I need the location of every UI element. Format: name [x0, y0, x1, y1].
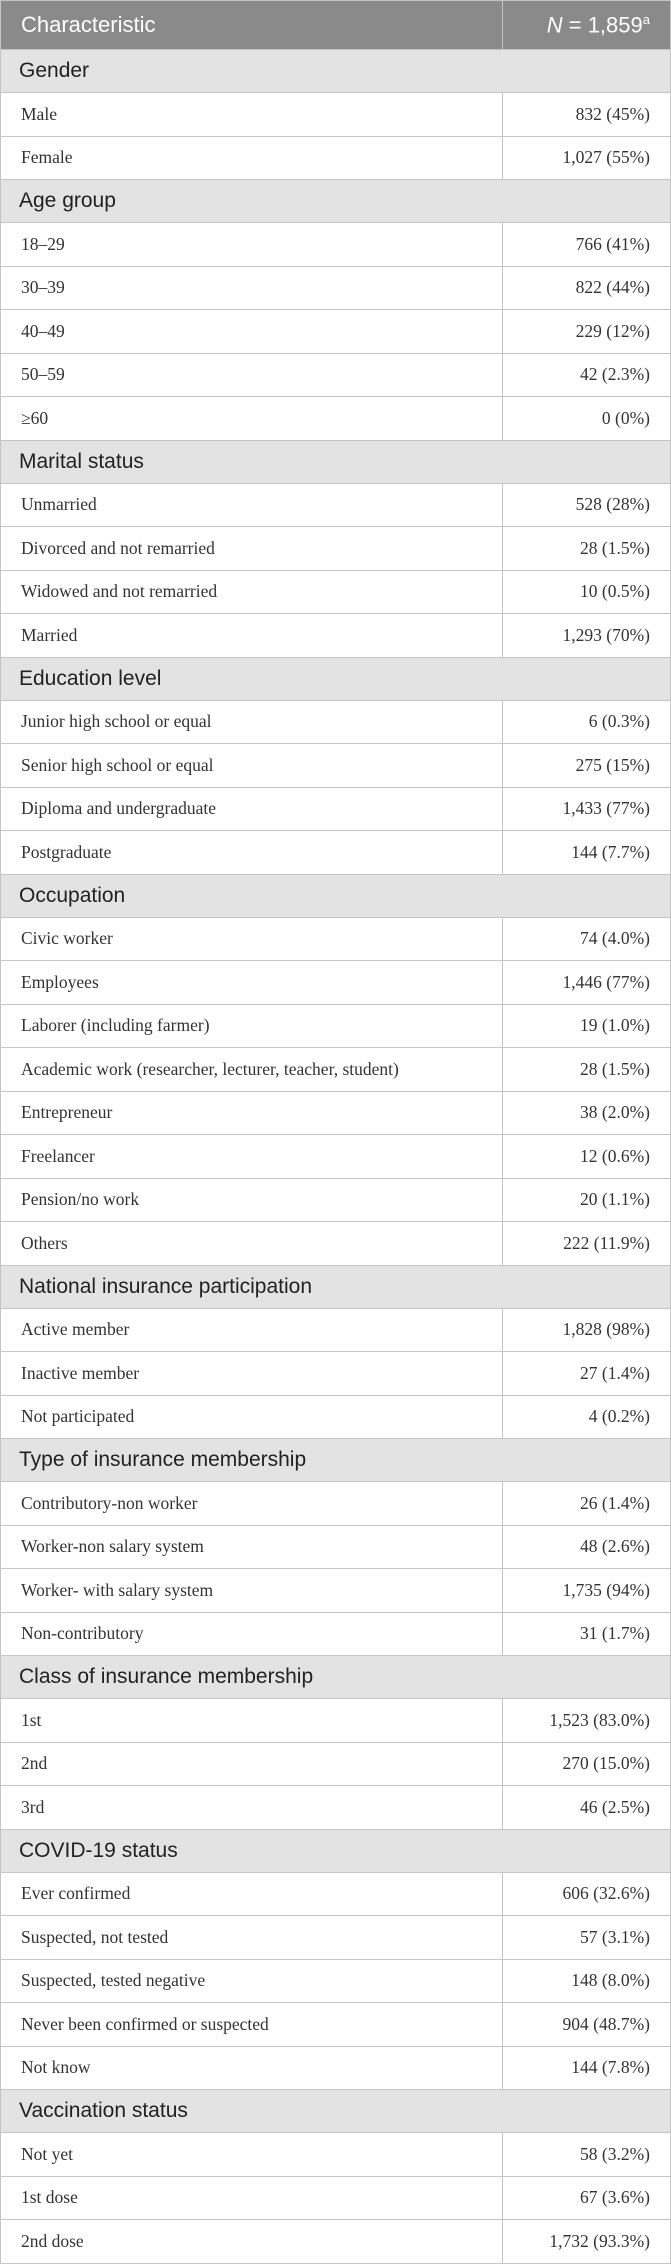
table-row [1, 1699, 671, 1743]
table-row [1, 1308, 671, 1352]
table-row [1, 961, 671, 1005]
table-row [1, 266, 671, 310]
row-value: 74 (4.0%) [503, 917, 671, 961]
row-label: Pension/no work [1, 1178, 503, 1222]
row-label: 40–49 [1, 310, 503, 354]
header-row [1, 1, 671, 50]
row-value: 1,446 (77%) [503, 961, 671, 1005]
section-header-row [1, 657, 671, 700]
row-label: Not participated [1, 1395, 503, 1439]
row-value: 528 (28%) [503, 483, 671, 527]
table-row [1, 1916, 671, 1960]
row-label: 30–39 [1, 266, 503, 310]
row-label: 50–59 [1, 353, 503, 397]
section-title: Type of insurance membership [1, 1439, 671, 1482]
table-row [1, 1091, 671, 1135]
row-label: Employees [1, 961, 503, 1005]
section-header-row [1, 1439, 671, 1482]
section-header-row [1, 1265, 671, 1308]
row-value: 4 (0.2%) [503, 1395, 671, 1439]
row-label: Ever confirmed [1, 1872, 503, 1916]
row-label: Active member [1, 1308, 503, 1352]
row-value: 38 (2.0%) [503, 1091, 671, 1135]
row-value: 606 (32.6%) [503, 1872, 671, 1916]
table-row [1, 614, 671, 658]
row-value: 28 (1.5%) [503, 1048, 671, 1092]
row-label: Not know [1, 2046, 503, 2090]
section-title: Marital status [1, 440, 671, 483]
row-label: Married [1, 614, 503, 658]
row-value: 10 (0.5%) [503, 570, 671, 614]
row-value: 1,433 (77%) [503, 787, 671, 831]
table-row [1, 787, 671, 831]
header-characteristic: Characteristic [1, 1, 503, 50]
row-value: 1,027 (55%) [503, 136, 671, 180]
table-row [1, 483, 671, 527]
row-value: 144 (7.8%) [503, 2046, 671, 2090]
table-body [1, 1, 671, 2264]
section-header-row [1, 2090, 671, 2133]
row-label: Others [1, 1222, 503, 1266]
table-row [1, 1004, 671, 1048]
table-row [1, 2003, 671, 2047]
row-label: Unmarried [1, 483, 503, 527]
row-value: 148 (8.0%) [503, 1959, 671, 2003]
row-value: 42 (2.3%) [503, 353, 671, 397]
table-row [1, 744, 671, 788]
row-label: 2nd dose [1, 2220, 503, 2264]
table-row [1, 1959, 671, 2003]
section-title: Vaccination status [1, 2090, 671, 2133]
section-header-row [1, 50, 671, 93]
row-label: Academic work (researcher, lecturer, teacher, student) [1, 1048, 503, 1092]
row-label: Non-contributory [1, 1612, 503, 1656]
row-label: Worker-non salary system [1, 1525, 503, 1569]
row-label: Junior high school or equal [1, 700, 503, 744]
table-row [1, 570, 671, 614]
table-row [1, 1222, 671, 1266]
row-label: ≥60 [1, 397, 503, 441]
table-row [1, 2176, 671, 2220]
header-n-value: = 1,859 [562, 12, 643, 38]
table-row [1, 2046, 671, 2090]
row-value: 275 (15%) [503, 744, 671, 788]
row-value: 766 (41%) [503, 223, 671, 267]
row-label: Freelancer [1, 1135, 503, 1179]
table-row [1, 1872, 671, 1916]
table-row [1, 223, 671, 267]
row-value: 31 (1.7%) [503, 1612, 671, 1656]
table-row [1, 2133, 671, 2177]
table-row [1, 1178, 671, 1222]
row-value: 1,828 (98%) [503, 1308, 671, 1352]
row-value: 48 (2.6%) [503, 1525, 671, 1569]
table-row [1, 1352, 671, 1396]
row-label: Male [1, 93, 503, 137]
row-value: 26 (1.4%) [503, 1482, 671, 1526]
row-value: 1,293 (70%) [503, 614, 671, 658]
row-label: Entrepreneur [1, 1091, 503, 1135]
section-header-row [1, 440, 671, 483]
row-label: Suspected, tested negative [1, 1959, 503, 2003]
row-label: 2nd [1, 1742, 503, 1786]
row-label: Worker- with salary system [1, 1569, 503, 1613]
section-header-row [1, 874, 671, 917]
row-value: 904 (48.7%) [503, 2003, 671, 2047]
row-value: 832 (45%) [503, 93, 671, 137]
table-row [1, 1482, 671, 1526]
section-header-row [1, 1829, 671, 1872]
row-value: 270 (15.0%) [503, 1742, 671, 1786]
row-value: 19 (1.0%) [503, 1004, 671, 1048]
row-value: 822 (44%) [503, 266, 671, 310]
row-value: 1,732 (93.3%) [503, 2220, 671, 2264]
table-row [1, 353, 671, 397]
table-row [1, 1569, 671, 1613]
row-label: 3rd [1, 1786, 503, 1830]
table-row [1, 2220, 671, 2264]
table-row [1, 1048, 671, 1092]
section-title: COVID-19 status [1, 1829, 671, 1872]
row-value: 0 (0%) [503, 397, 671, 441]
row-label: Postgraduate [1, 831, 503, 875]
row-label: 1st dose [1, 2176, 503, 2220]
row-value: 222 (11.9%) [503, 1222, 671, 1266]
row-label: 1st [1, 1699, 503, 1743]
row-value: 46 (2.5%) [503, 1786, 671, 1830]
section-title: Education level [1, 657, 671, 700]
table-row [1, 1786, 671, 1830]
row-value: 1,735 (94%) [503, 1569, 671, 1613]
row-label: Never been confirmed or suspected [1, 2003, 503, 2047]
row-value: 12 (0.6%) [503, 1135, 671, 1179]
table-row [1, 1612, 671, 1656]
section-title: Occupation [1, 874, 671, 917]
row-label: Suspected, not tested [1, 1916, 503, 1960]
table-row [1, 1395, 671, 1439]
table-row [1, 1135, 671, 1179]
table-row [1, 397, 671, 441]
row-label: 18–29 [1, 223, 503, 267]
row-value: 6 (0.3%) [503, 700, 671, 744]
row-label: Divorced and not remarried [1, 527, 503, 571]
section-title: Gender [1, 50, 671, 93]
section-header-row [1, 180, 671, 223]
row-value: 58 (3.2%) [503, 2133, 671, 2177]
row-label: Laborer (including farmer) [1, 1004, 503, 1048]
row-label: Inactive member [1, 1352, 503, 1396]
header-n-label: N [546, 12, 563, 38]
row-label: Not yet [1, 2133, 503, 2177]
table-row [1, 831, 671, 875]
row-value: 144 (7.7%) [503, 831, 671, 875]
section-title: Age group [1, 180, 671, 223]
row-value: 20 (1.1%) [503, 1178, 671, 1222]
row-value: 1,523 (83.0%) [503, 1699, 671, 1743]
row-label: Widowed and not remarried [1, 570, 503, 614]
row-label: Diploma and undergraduate [1, 787, 503, 831]
row-value: 28 (1.5%) [503, 527, 671, 571]
header-n-sup: a [642, 11, 650, 27]
table-row [1, 917, 671, 961]
table-row [1, 93, 671, 137]
row-value: 229 (12%) [503, 310, 671, 354]
section-title: Class of insurance membership [1, 1656, 671, 1699]
table-row [1, 527, 671, 571]
table-row [1, 700, 671, 744]
table-row [1, 1742, 671, 1786]
row-label: Civic worker [1, 917, 503, 961]
table-row [1, 1525, 671, 1569]
row-value: 27 (1.4%) [503, 1352, 671, 1396]
section-title: National insurance participation [1, 1265, 671, 1308]
header-n [503, 1, 671, 50]
row-label: Female [1, 136, 503, 180]
row-value: 57 (3.1%) [503, 1916, 671, 1960]
row-value: 67 (3.6%) [503, 2176, 671, 2220]
table-row [1, 310, 671, 354]
table-row [1, 136, 671, 180]
row-label: Senior high school or equal [1, 744, 503, 788]
section-header-row [1, 1656, 671, 1699]
row-label: Contributory-non worker [1, 1482, 503, 1526]
